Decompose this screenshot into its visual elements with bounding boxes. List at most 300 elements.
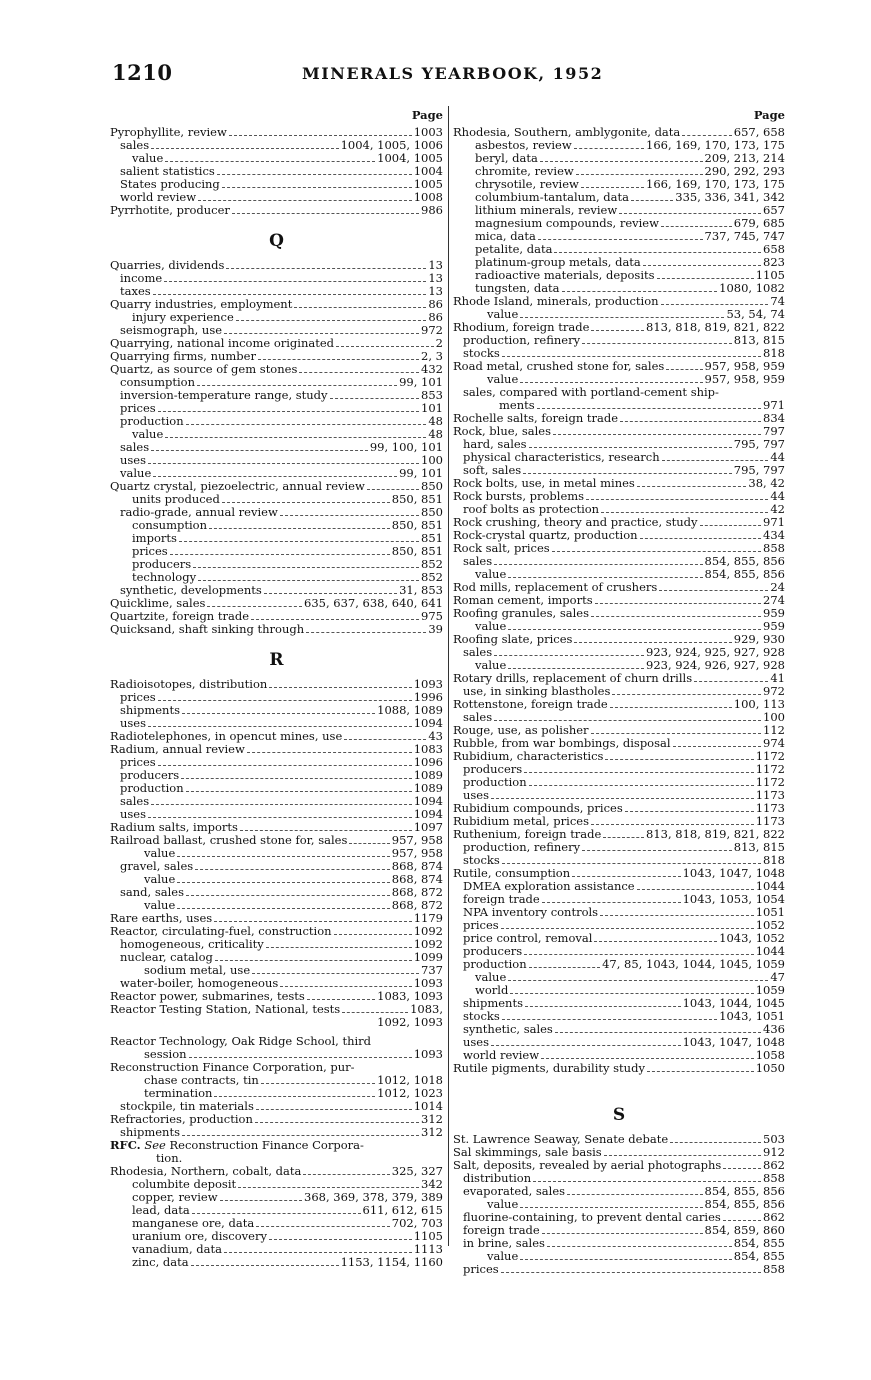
entry-term: Reactor power, submarines, tests	[110, 989, 305, 1003]
entry-term: Rock-crystal quartz, production	[453, 527, 638, 542]
entry-pages: 797	[763, 423, 785, 438]
entry-pages: 974	[763, 735, 785, 750]
entry-term: Reactor Testing Station, National, tests	[110, 1002, 341, 1016]
leader-dots	[342, 1012, 408, 1013]
entry-term: uses	[120, 716, 147, 730]
leader-dots	[594, 941, 717, 942]
leader-dots	[576, 174, 703, 175]
entry-pages: 957, 958, 959	[704, 372, 785, 386]
entry-pages: 737, 745, 747	[704, 229, 785, 243]
entry-term: ments	[499, 397, 535, 412]
entry-pages: 99, 100, 101	[369, 440, 443, 454]
leader-dots	[195, 869, 390, 870]
leader-dots	[256, 1109, 412, 1110]
entry-term: prices	[120, 690, 156, 704]
entry-pages: 852	[421, 557, 443, 571]
entry-pages: 1052	[755, 917, 785, 932]
leader-dots	[591, 616, 761, 617]
index-entry	[453, 906, 785, 919]
entry-pages: 813, 818, 819, 821, 822	[646, 320, 785, 334]
entry-pages: 13	[428, 271, 443, 285]
entry-pages: 1008	[413, 190, 443, 204]
leader-dots	[165, 161, 375, 162]
entry-term: taxes	[120, 284, 151, 298]
entry-pages: 1089	[413, 781, 443, 795]
entry-pages: 795, 797	[733, 436, 785, 451]
entry-pages: 850	[421, 479, 443, 493]
entry-pages: 1050	[755, 1060, 785, 1075]
leader-dots	[637, 486, 747, 487]
entry-term: stocks	[463, 852, 500, 867]
entry-term: production	[463, 774, 527, 789]
index-entry	[453, 477, 785, 490]
entry-term: Refractories, production	[110, 1111, 253, 1126]
index-entry	[453, 919, 785, 932]
entry-term: DMEA exploration assistance	[463, 878, 635, 893]
entry-pages: 868, 874	[391, 859, 443, 873]
entry-pages: 48	[428, 414, 443, 428]
entry-pages: 86	[428, 310, 443, 324]
entry-term: stocks	[463, 1008, 500, 1023]
index-entry	[453, 451, 785, 464]
leader-dots	[604, 1155, 761, 1156]
leader-dots	[508, 980, 768, 981]
leader-dots	[256, 1226, 390, 1227]
leader-dots	[264, 593, 397, 594]
leader-dots	[581, 187, 644, 188]
leader-dots	[620, 421, 761, 422]
entry-pages: 1005	[413, 177, 443, 191]
entry-term: Quicksand, shaft sinking through	[110, 622, 305, 636]
leader-dots	[562, 291, 718, 292]
entry-pages: 818	[763, 346, 785, 360]
leader-dots	[182, 1135, 419, 1136]
index-entry	[453, 425, 785, 438]
entry-pages: 1043, 1053, 1054	[682, 891, 785, 906]
index-entry	[110, 743, 443, 756]
leader-dots	[501, 1272, 761, 1273]
entry-term: Rare earths, uses	[110, 911, 213, 925]
index-entry	[453, 516, 785, 529]
entry-pages: 13	[428, 258, 443, 272]
entry-term: technology	[132, 570, 197, 584]
entry-term: Reactor Technology, Oak Ridge School, third	[110, 1034, 372, 1048]
leader-dots	[523, 473, 732, 474]
entry-term: tungsten, data	[475, 281, 560, 295]
entry-pages: 923, 924, 925, 927, 928	[646, 644, 785, 659]
leader-dots	[165, 437, 426, 438]
entry-term: value	[475, 566, 507, 581]
entry-pages: 971	[763, 514, 785, 529]
entry-pages: 312	[421, 1124, 443, 1139]
index-entry	[453, 971, 785, 984]
entry-pages: 959	[763, 618, 785, 633]
entry-pages: 853	[421, 388, 443, 402]
entry-term: Rubidium compounds, prices	[453, 800, 623, 815]
entry-pages: 1003	[413, 125, 443, 139]
index-entry	[453, 724, 785, 737]
section-letter-q: Q	[269, 231, 284, 251]
entry-term: shipments	[463, 995, 523, 1010]
entry-term: Roman cement, imports	[453, 592, 593, 607]
entry-term: NPA inventory controls	[463, 904, 599, 919]
entry-pages: 854, 855	[733, 1235, 785, 1250]
leader-dots	[226, 268, 426, 269]
entry-term: Radium salts, imports	[110, 820, 238, 834]
entry-term: platinum-group metals, data	[475, 255, 641, 269]
entry-term: roof bolts as protection	[463, 501, 600, 516]
index-entry	[453, 490, 785, 503]
leader-dots	[682, 135, 732, 136]
index-entry	[453, 828, 785, 841]
leader-dots	[252, 973, 419, 974]
index-entry	[453, 880, 785, 893]
entry-term: consumption	[120, 375, 195, 389]
leader-dots	[247, 752, 412, 753]
index-entry	[453, 815, 785, 828]
leader-dots	[524, 772, 754, 773]
entry-term: soft, sales	[463, 462, 522, 477]
leader-dots	[191, 1265, 339, 1266]
leader-dots	[502, 1019, 717, 1020]
leader-dots	[657, 278, 754, 279]
entry-pages: 923, 924, 926, 927, 928	[646, 657, 785, 672]
leader-dots	[666, 369, 702, 370]
left-column	[110, 106, 443, 1269]
entry-term: in brine, sales	[463, 1235, 545, 1250]
entry-term: prices	[120, 755, 156, 769]
entry-pages: 1173	[755, 800, 785, 815]
entry-pages: 100, 113	[733, 696, 785, 711]
entry-term: lead, data	[132, 1202, 190, 1217]
entry-pages: 41	[770, 670, 785, 685]
entry-term: value	[475, 969, 507, 984]
leader-dots	[251, 619, 419, 620]
entry-term: columbium-tantalum, data	[475, 190, 629, 204]
leader-dots	[600, 915, 754, 916]
entry-term: prices	[132, 544, 168, 558]
index-entry	[110, 1191, 443, 1204]
entry-pages: 1088, 1089	[377, 703, 443, 717]
leader-dots	[229, 135, 412, 136]
leader-dots	[574, 148, 644, 149]
entry-term: Rock crushing, theory and practice, study	[453, 514, 698, 529]
leader-dots	[494, 655, 644, 656]
entry-pages: 1097	[413, 820, 443, 834]
entry-pages: 335, 336, 341, 342	[675, 190, 785, 204]
leader-dots	[224, 1252, 412, 1253]
entry-term: Rhodesia, Southern, amblygonite, data	[453, 125, 681, 139]
entry-term: uses	[120, 807, 147, 821]
index-entry	[453, 802, 785, 815]
entry-term: St. Lawrence Seaway, Senate debate	[453, 1131, 669, 1146]
entry-term: Quartz, as source of gem stones	[110, 362, 298, 376]
index-entry	[453, 750, 785, 763]
entry-term: nuclear, catalog	[120, 950, 213, 964]
entry-term: radio-grade, annual review	[120, 505, 278, 519]
leader-dots	[182, 713, 375, 714]
leader-dots	[723, 1220, 761, 1221]
index-entry	[453, 893, 785, 906]
entry-pages: 1043, 1047, 1048	[682, 1034, 785, 1049]
entry-pages: 434	[763, 527, 785, 542]
index-entry	[453, 763, 785, 776]
leader-dots	[258, 359, 419, 360]
entry-pages: 1092	[413, 937, 443, 951]
entry-term: foreign trade	[463, 1222, 540, 1237]
entry-term: Rock bolts, use, in metal mines	[453, 475, 635, 490]
entry-term: prices	[463, 1261, 499, 1276]
index-entry	[110, 1204, 443, 1217]
entry-term: value	[120, 466, 152, 480]
entry-pages: 1093	[413, 976, 443, 990]
leader-dots	[148, 817, 412, 818]
leader-dots	[334, 934, 412, 935]
index-entry	[453, 386, 785, 399]
index-entry	[453, 646, 785, 659]
leader-dots	[547, 1246, 732, 1247]
leader-dots	[198, 200, 412, 201]
entry-term: Pyrrhotite, producer	[110, 203, 230, 217]
leader-dots	[525, 1006, 681, 1007]
entry-term: water-boiler, homogeneous	[120, 976, 279, 990]
leader-dots	[151, 450, 368, 451]
index-entry	[110, 441, 443, 454]
leader-dots	[158, 411, 419, 412]
leader-dots	[306, 632, 426, 633]
entry-pages: 850	[421, 505, 443, 519]
index-entry	[110, 795, 443, 808]
index-entry	[453, 698, 785, 711]
index-entry	[453, 1146, 785, 1159]
index-entry	[110, 1113, 443, 1126]
entry-pages: 44	[770, 449, 785, 464]
entry-term: Rouge, use, as polisher	[453, 722, 589, 737]
entry-pages: 658	[763, 242, 785, 256]
entry-term: prices	[463, 917, 499, 932]
entry-term: value	[132, 427, 164, 441]
index-entry	[453, 1237, 785, 1250]
entry-term: sales	[120, 440, 150, 454]
index-entry	[453, 568, 785, 581]
entry-pages: 1083, 1093	[377, 989, 443, 1003]
leader-dots	[647, 1071, 754, 1072]
entry-pages: 31, 853	[399, 583, 443, 597]
leader-dots	[280, 986, 411, 987]
index-entry	[453, 1036, 785, 1049]
rfc-entry	[110, 1139, 443, 1152]
index-entry	[110, 389, 443, 402]
entry-pages: 957, 958	[391, 846, 443, 860]
index-entry	[110, 1035, 443, 1048]
leader-dots	[207, 606, 302, 607]
entry-term: value	[487, 1248, 519, 1263]
page-column-label-right: Page	[753, 108, 785, 122]
entry-term: distribution	[463, 1170, 532, 1185]
leader-dots	[336, 346, 434, 347]
leader-dots	[591, 330, 644, 331]
entry-pages: 166, 169, 170, 173, 175	[646, 138, 785, 152]
entry-pages: 1179	[413, 911, 443, 925]
entry-pages: 854, 855, 856	[704, 1196, 785, 1211]
entry-pages: 1094	[413, 807, 443, 821]
entry-term: vanadium, data	[132, 1241, 222, 1256]
leader-dots	[542, 902, 681, 903]
entry-term: shipments	[120, 703, 180, 717]
entry-term: production, refinery	[463, 839, 581, 854]
right-column	[453, 106, 785, 1276]
index-entry	[453, 412, 785, 425]
entry-term: Quarries, dividends	[110, 258, 225, 272]
entry-pages: 1173	[755, 813, 785, 828]
entry-term: Rubble, from war bombings, disposal	[453, 735, 671, 750]
leader-dots	[661, 304, 769, 305]
entry-term: sales	[120, 138, 150, 152]
leader-dots	[198, 580, 419, 581]
entry-pages: 24	[770, 579, 785, 594]
entry-term: Road metal, crushed stone for, sales	[453, 359, 665, 373]
entry-term: stockpile, tin materials	[120, 1098, 254, 1113]
entry-term: Quarrying, national income originated	[110, 336, 335, 350]
index-entry	[110, 1243, 443, 1256]
entry-term: Reconstruction Finance Corporation, pur-	[110, 1059, 355, 1074]
leader-dots	[269, 1239, 412, 1240]
leader-dots	[520, 317, 724, 318]
leader-dots	[186, 424, 427, 425]
entry-term: salient statistics	[120, 164, 215, 178]
entry-pages: 972	[763, 683, 785, 698]
leader-dots	[232, 213, 419, 214]
entry-term: Rotary drills, replacement of churn drills	[453, 670, 693, 685]
entry-term: value	[132, 151, 164, 165]
entry-pages: 851	[421, 531, 443, 545]
entry-term: Rutile pigments, durability study	[453, 1060, 645, 1075]
index-entry	[110, 782, 443, 795]
entry-pages: 834	[763, 410, 785, 425]
entry-pages: 975	[421, 609, 443, 623]
leader-dots	[501, 928, 754, 929]
index-entry	[453, 672, 785, 685]
entry-pages: 503	[763, 1131, 785, 1146]
entry-term: world review	[120, 190, 197, 204]
leader-dots	[189, 1057, 412, 1058]
r-entries	[110, 678, 443, 1016]
entry-pages: 13	[428, 284, 443, 298]
entry-term: chrysotile, review	[475, 177, 579, 191]
leader-dots	[153, 294, 427, 295]
leader-dots	[542, 1233, 703, 1234]
entry-pages: 2, 3	[421, 349, 443, 363]
entry-pages: 48	[428, 427, 443, 441]
entry-term: Quarry industries, employment	[110, 297, 293, 311]
entry-pages: 611, 612, 615	[362, 1202, 443, 1217]
entry-term: States producing	[120, 177, 220, 191]
entry-pages: 112	[763, 722, 785, 737]
entry-term: mica, data	[475, 229, 536, 243]
leader-dots	[552, 551, 761, 552]
entry-pages: 1043, 1052	[719, 930, 785, 945]
leader-dots	[491, 1045, 681, 1046]
entry-term: Roofing granules, sales	[453, 605, 589, 620]
entry-term: Salt, deposits, revealed by aerial photographs	[453, 1157, 722, 1172]
entry-term: imports	[132, 531, 177, 545]
entry-pages: 854, 855, 856	[704, 553, 785, 568]
entry-term: Pyrophyllite, review	[110, 125, 227, 139]
leader-dots	[261, 1083, 375, 1084]
leader-dots	[491, 798, 754, 799]
entry-term: chromite, review	[475, 164, 574, 178]
leader-dots	[222, 187, 412, 188]
leader-dots	[555, 1032, 761, 1033]
leader-dots	[508, 577, 702, 578]
entry-term: value	[487, 1196, 519, 1211]
entry-term: foreign trade	[463, 891, 540, 906]
entry-term: consumption	[132, 518, 207, 532]
entry-pages: 1058	[755, 1047, 785, 1062]
index-entry	[453, 607, 785, 620]
entry-pages: 1092, 1093	[377, 1015, 443, 1029]
entry-pages: 290, 292, 293	[704, 164, 785, 178]
leader-dots	[700, 525, 762, 526]
entry-pages: 432	[421, 362, 443, 376]
entry-term: Quartzite, foreign trade	[110, 609, 250, 623]
leader-dots	[631, 200, 673, 201]
entry-pages: 1083	[413, 742, 443, 756]
index-entry	[110, 623, 443, 636]
index-entry	[453, 1198, 785, 1211]
index-entry	[453, 789, 785, 802]
entry-pages: 657	[763, 203, 785, 217]
leader-dots	[179, 541, 419, 542]
entry-term: sales	[120, 794, 150, 808]
leader-dots	[217, 174, 412, 175]
index-entry	[110, 1100, 443, 1113]
r-entries-right	[453, 126, 785, 1075]
leader-dots	[330, 398, 420, 399]
index-entry	[110, 1061, 443, 1074]
entry-term: units produced	[132, 492, 220, 506]
leader-dots	[619, 213, 761, 214]
entry-term: injury experience	[132, 310, 234, 324]
leader-dots	[591, 733, 761, 734]
leader-dots	[533, 1181, 761, 1182]
leader-dots	[529, 447, 732, 448]
index-entry	[453, 438, 785, 451]
leader-dots	[238, 1187, 419, 1188]
leader-dots	[520, 1259, 732, 1260]
entry-term: world	[475, 982, 509, 997]
entry-term: hard, sales	[463, 436, 527, 451]
entry-pages: 1004, 1005	[377, 151, 443, 165]
leader-dots	[158, 765, 412, 766]
leader-dots	[214, 921, 412, 922]
index-entry	[453, 854, 785, 867]
entry-pages: 795, 797	[733, 462, 785, 477]
entry-pages: 1059	[755, 982, 785, 997]
entry-pages: 971	[763, 397, 785, 412]
leader-dots	[177, 908, 390, 909]
entry-term: petalite, data	[475, 242, 553, 256]
page-number: 1210	[112, 60, 173, 85]
entry-term: inversion-temperature range, study	[120, 388, 328, 402]
entry-pages: 99, 101	[399, 375, 443, 389]
entry-pages: 868, 872	[391, 898, 443, 912]
leader-dots	[367, 489, 419, 490]
entry-term: Rod mills, replacement of crushers	[453, 579, 658, 594]
leader-dots	[574, 642, 731, 643]
leader-dots	[586, 499, 768, 500]
leader-dots	[170, 554, 390, 555]
